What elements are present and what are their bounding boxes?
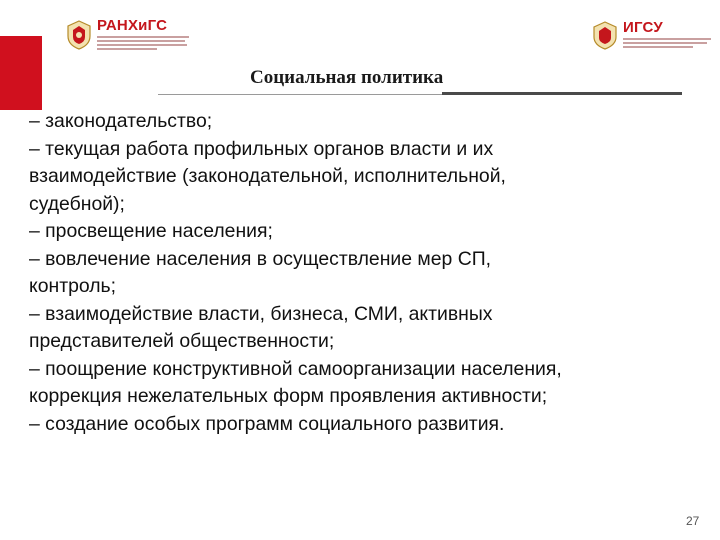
- body-line: взаимодействие (законодательной, исполнительной,: [29, 165, 506, 187]
- slide-body: [29, 108, 699, 438]
- body-line: – создание особых программ социального развития.: [29, 412, 505, 435]
- body-line: коррекция нежелательных форм проявления активности;: [29, 385, 548, 407]
- body-line: – поощрение конструктивной самоорганизации населения,: [29, 357, 562, 380]
- body-line: – просвещение населения;: [29, 220, 273, 242]
- title-underline-thin: [158, 94, 442, 95]
- slide-title: Социальная политика: [250, 67, 444, 88]
- red-accent-bar: [0, 36, 42, 110]
- igsu-logo: [592, 20, 711, 50]
- body-line: – текущая работа профильных органов власти и их: [29, 137, 494, 160]
- ranepa-logo: [66, 18, 189, 52]
- body-line: – взаимодействие власти, бизнеса, СМИ, активных: [29, 302, 493, 325]
- body-line: судебной);: [29, 192, 125, 215]
- body-line: – вовлечение населения в осуществление мер СП,: [29, 247, 492, 270]
- ranepa-logo-fine-print: [97, 36, 189, 52]
- ranepa-emblem-icon: [66, 20, 92, 50]
- page-number: 27: [686, 514, 700, 528]
- igsu-emblem-icon: [592, 20, 618, 50]
- title-underline-thick: [442, 92, 682, 95]
- igsu-logo-name: ИГСУ: [623, 19, 663, 36]
- ranepa-logo-name: РАНХиГС: [97, 17, 168, 34]
- body-line: – законодательство;: [29, 110, 213, 132]
- body-line: контроль;: [29, 275, 117, 297]
- igsu-logo-fine-print: [623, 38, 711, 50]
- body-line: представителей общественности;: [29, 330, 335, 352]
